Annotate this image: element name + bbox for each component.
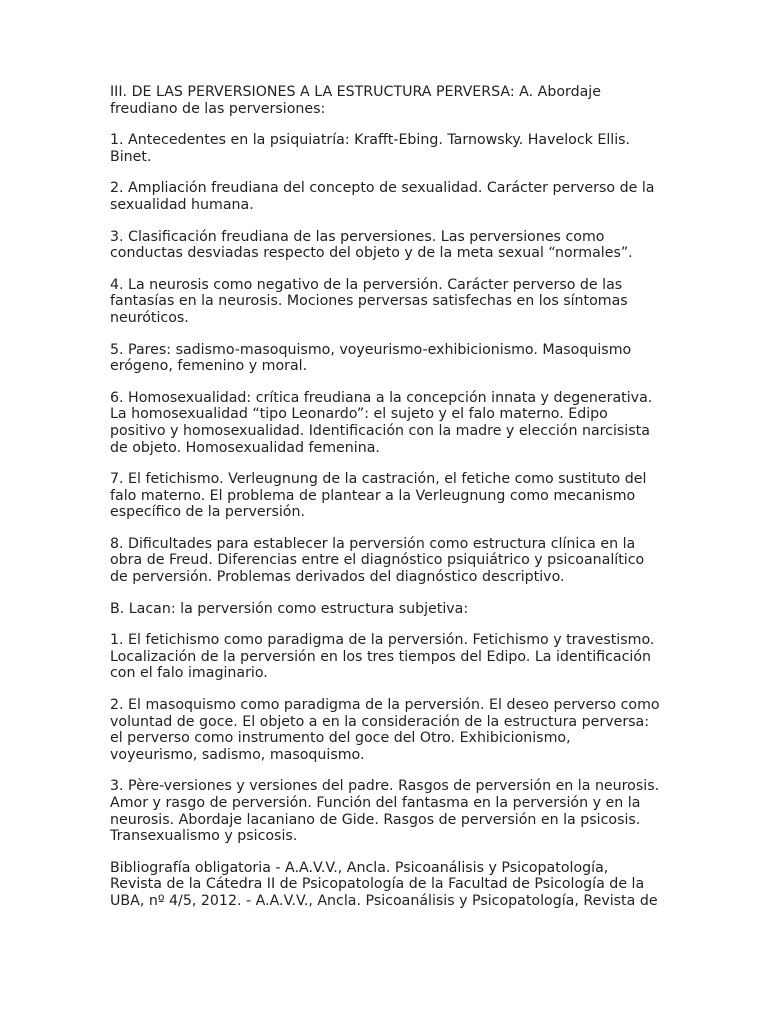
paragraph-item-8: 8. Dificultades para establecer la perversión como estructura clínica en la obra de Freud. Diferencias entre el diagnóstico psiquiátrico y psicoanalítico de perversión. Problemas derivados del diagnóstico descriptivo. bbox=[110, 535, 645, 586]
document-body bbox=[110, 84, 660, 925]
paragraph-item-1: 1. Antecedentes en la psiquiatría: Krafft-Ebing. Tarnowsky. Havelock Ellis. Binet. bbox=[110, 132, 631, 165]
paragraph-item-7: 7. El fetichismo. Verleugnung de la castración, el fetiche como sustituto del falo materno. El problema de plantear a la Verleugnung como mecanismo específico de la perversión. bbox=[110, 471, 647, 521]
paragraph-item-4: 4. La neurosis como negativo de la perversión. Carácter perverso de las fantasías en la neurosis. Mociones perversas satisfechas en los síntomas neuróticos. bbox=[110, 276, 628, 326]
section-heading: III. DE LAS PERVERSIONES A LA ESTRUCTURA PERVERSA: A. Abordaje freudiano de las perversiones: bbox=[110, 84, 601, 117]
lacan-item-3: 3. Père-versiones y versiones del padre. Rasgos de perversión en la neurosis. Amor y rasgo de perversión. Función del fantasma en la perversión y en la neurosis. Abordaje lacaniano de Gide. Rasgos de perversión en la psicosis. Transexualismo y psicosis. bbox=[110, 778, 660, 845]
paragraph-item-6: 6. Homosexualidad: crítica freudiana a la concepción innata y degenerativa. La homosexualidad “tipo Leonardo”: el sujeto y el falo materno. Edipo positivo y homosexualidad. Identificación con la madre y elección narcisista de objeto. Homosexualidad femenina. bbox=[110, 389, 653, 456]
lacan-item-2: 2. El masoquismo como paradigma de la perversión. El deseo perverso como voluntad de goce. El objeto a en la consideración de la estructura perversa: el perverso como instrumento del goce del Otro. Exhibicionismo, voyeurismo, sadismo, masoquismo. bbox=[110, 697, 660, 763]
paragraph-item-2: 2. Ampliación freudiana del concepto de sexualidad. Carácter perverso de la sexualidad humana. bbox=[110, 180, 655, 213]
section-b-heading: B. Lacan: la perversión como estructura subjetiva: bbox=[110, 600, 469, 617]
paragraph-item-5: 5. Pares: sadismo-masoquismo, voyeurismo-exhibicionismo. Masoquismo erógeno, femenino y moral. bbox=[110, 341, 632, 375]
bibliography: Bibliografía obligatoria - A.A.V.V., Ancla. Psicoanálisis y Psicopatología, Revista de la Cátedra II de Psicopatología de la Facultad de Psicología de la UBA, nº 4/5, 2012. - A.A.V.V., Ancla. Psicoanálisis y Psicopatología, Revista de bbox=[110, 859, 658, 909]
paragraph-item-3: 3. Clasificación freudiana de las perversiones. Las perversiones como conductas desviadas respecto del objeto y de la meta sexual “normales”. bbox=[110, 228, 633, 262]
lacan-item-1: 1. El fetichismo como paradigma de la perversión. Fetichismo y travestismo. Localización de la perversión en los tres tiempos del Edipo. La identificación con el falo imaginario. bbox=[110, 632, 655, 682]
